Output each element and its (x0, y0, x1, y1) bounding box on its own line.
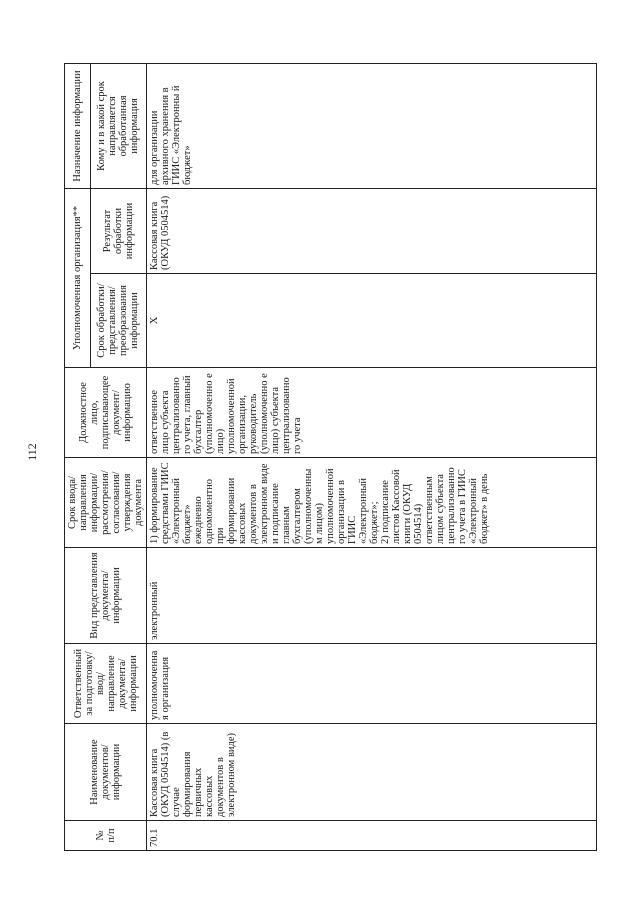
header-signer: Должностное лицо, подписывающее документ/ информацию (65, 368, 147, 458)
header-processing-deadline: Срок обработки/ представления/ преобразования информации (90, 274, 146, 368)
table-container (64, 64, 640, 847)
header-name: Наименование документов/информации (65, 724, 147, 821)
rotated-table-canvas (64, 64, 597, 851)
table-row (147, 64, 597, 851)
page-number: 112 (25, 443, 39, 461)
header-recipient: Кому и в какой срок направляется обработанная информация (90, 64, 146, 189)
header-purpose: Назначение информации (65, 64, 91, 189)
header-responsible: Ответственный за подготовку/ ввод/ направление документа/ информации (65, 644, 147, 724)
cell-form: электронный (147, 548, 597, 644)
cell-signer: ответственное лицо субъекта централизованно го учета, главный бухгалтер (уполномоченно е лицо) уполномоченной организации, руководитель (уполномоченно е лицо) субъекта централизованно го учета (147, 368, 597, 458)
header-row-1 (65, 64, 91, 851)
cell-responsible: уполномоченная организация (147, 644, 597, 724)
cell-result: Кассовая книга (ОКУД 0504514) (147, 189, 597, 274)
header-form: Вид представления документа/ информации (65, 548, 147, 644)
cell-name: Кассовая книга (ОКУД 0504514) (в случае формирования первичных кассовых документов в электронном виде) (147, 724, 597, 821)
header-num: № п/п (65, 821, 147, 851)
process-table (64, 63, 597, 851)
cell-num: 70.1 (147, 821, 597, 851)
cell-recipient: для организации архивного хранения в ГИИС «Электронны й бюджет» (147, 64, 597, 189)
cell-processing-deadline: X (147, 274, 597, 368)
header-result: Результат обработки информации (90, 189, 146, 274)
header-authorized-org: Уполномоченная организация** (65, 189, 91, 368)
header-deadline: Срок ввода/ направления информации/ рассмотрения/ согласования/ утверждения документа (65, 458, 147, 548)
cell-deadline: 1) формирование средствами ГИИС «Электронный бюджет» ежедневно одномоментно при формировании кассовых документов в электронном виде и подписание главным бухгалтером (уполномоченны м лицом) уполномоченной организации в ГИИС «Электронный бюджет»; 2) подписание листов Кассовой книги (ОКУД 0504514) ответственным лицом субъекта централизованно го учета в ГИИС «Электронный бюджет» в день (147, 458, 597, 548)
